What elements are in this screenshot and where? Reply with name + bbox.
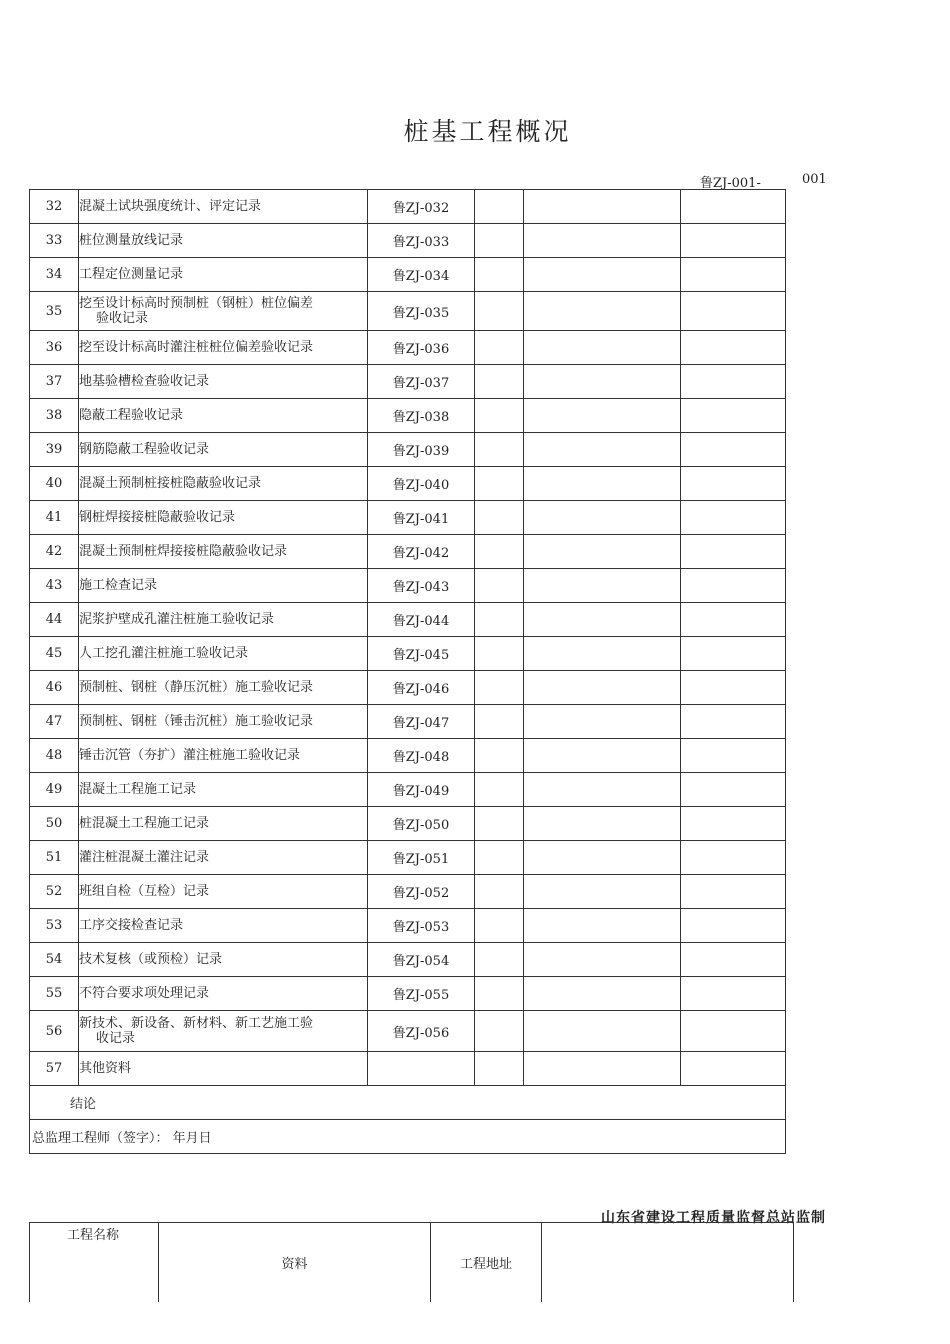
record-name [79,501,368,535]
blank-cell-a [475,875,524,909]
blank-cell-b [524,773,681,807]
record-name [79,1052,368,1086]
record-name-text: 工程定位测量记录 [79,267,184,282]
blank-cell-b [524,433,681,467]
blank-cell-c [681,603,786,637]
row-number: 35 [30,292,79,331]
table-row [30,365,786,399]
records-table [29,189,786,1154]
blank-cell-b [524,258,681,292]
form-code-prefix: 鲁ZJ-001- [700,176,761,191]
record-code: 鲁ZJ-055 [368,977,475,1011]
row-number: 49 [30,773,79,807]
record-name-text: 泥浆护壁成孔灌注桩施工验收记录 [79,612,275,627]
table-row [30,977,786,1011]
blank-cell-a [475,943,524,977]
record-name-text: 钢筋隐蔽工程验收记录 [79,442,210,457]
row-number: 33 [30,224,79,258]
blank-cell-b [524,807,681,841]
blank-cell-a [475,433,524,467]
blank-cell-c [681,943,786,977]
record-name [79,671,368,705]
record-name [79,1011,368,1052]
row-number: 43 [30,569,79,603]
table-row [30,292,786,331]
record-code: 鲁ZJ-032 [368,190,475,224]
record-code: 鲁ZJ-053 [368,909,475,943]
blank-cell-a [475,705,524,739]
record-name-text: 班组自检（互检）记录 [79,884,210,899]
materials-label: 资料 [159,1223,431,1303]
blank-cell-b [524,943,681,977]
blank-cell-a [475,190,524,224]
row-number: 56 [30,1011,79,1052]
table-row [30,1052,786,1086]
row-number: 41 [30,501,79,535]
blank-cell-a [475,977,524,1011]
table-row [30,773,786,807]
record-code: 鲁ZJ-045 [368,637,475,671]
blank-cell-c [681,258,786,292]
row-number: 34 [30,258,79,292]
record-name [79,977,368,1011]
blank-cell-b [524,603,681,637]
blank-cell-b [524,909,681,943]
page-title: 桩基工程概况 [403,117,572,146]
row-number: 52 [30,875,79,909]
record-code: 鲁ZJ-040 [368,467,475,501]
blank-cell-c [681,1052,786,1086]
blank-cell-a [475,637,524,671]
record-code: 鲁ZJ-041 [368,501,475,535]
blank-cell-a [475,807,524,841]
blank-cell-a [475,501,524,535]
record-name [79,190,368,224]
table-row [30,739,786,773]
record-name [79,943,368,977]
record-name [79,875,368,909]
blank-cell-c [681,331,786,365]
blank-cell-c [681,671,786,705]
blank-cell-b [524,399,681,433]
form-code-number: 001 [802,172,827,187]
row-number: 46 [30,671,79,705]
blank-cell-b [524,190,681,224]
record-name [79,467,368,501]
project-address-value [542,1223,794,1303]
record-code: 鲁ZJ-046 [368,671,475,705]
conclusion-label: 结论 [30,1086,786,1120]
blank-cell-c [681,501,786,535]
blank-cell-a [475,1011,524,1052]
record-name [79,535,368,569]
blank-cell-b [524,637,681,671]
record-name-text: 桩混凝土工程施工记录 [79,816,210,831]
row-number: 42 [30,535,79,569]
blank-cell-c [681,637,786,671]
record-name-text: 预制桩、钢桩（静压沉桩）施工验收记录 [79,680,314,695]
record-name-text: 其他资料 [79,1061,132,1076]
signature-row [30,1120,786,1154]
record-code: 鲁ZJ-038 [368,399,475,433]
record-code: 鲁ZJ-039 [368,433,475,467]
blank-cell-c [681,875,786,909]
table-row [30,258,786,292]
record-name [79,637,368,671]
table-row [30,671,786,705]
record-name-text: 人工挖孔灌注桩施工验收记录 [79,646,249,661]
record-name [79,739,368,773]
row-number: 47 [30,705,79,739]
blank-cell-b [524,467,681,501]
table-row [30,637,786,671]
blank-cell-c [681,535,786,569]
blank-cell-c [681,773,786,807]
blank-cell-c [681,841,786,875]
blank-cell-c [681,739,786,773]
record-code: 鲁ZJ-054 [368,943,475,977]
record-code: 鲁ZJ-050 [368,807,475,841]
record-name [79,909,368,943]
signature-label: 总监理工程师（签字）： 年月日 [30,1120,786,1154]
record-name-text: 钢桩焊接接桩隐蔽验收记录 [79,510,236,525]
record-name [79,569,368,603]
blank-cell-a [475,258,524,292]
record-name-text: 挖至设计标高时灌注桩桩位偏差验收记录 [79,340,314,355]
blank-cell-b [524,705,681,739]
blank-cell-a [475,331,524,365]
record-name-text: 混凝土试块强度统计、评定记录 [79,199,262,214]
table-row [30,467,786,501]
blank-cell-b [524,671,681,705]
row-number: 44 [30,603,79,637]
blank-cell-b [524,331,681,365]
record-code: 鲁ZJ-034 [368,258,475,292]
record-code: 鲁ZJ-035 [368,292,475,331]
row-number: 51 [30,841,79,875]
record-name-text: 混凝土预制桩焊接接桩隐蔽验收记录 [79,544,288,559]
record-name-text: 挖至设计标高时预制桩（钢桩）桩位偏差 [79,296,314,311]
record-name-text: 地基验槽检查验收记录 [79,374,210,389]
blank-cell-b [524,501,681,535]
row-number: 57 [30,1052,79,1086]
record-name-text: 不符合要求项处理记录 [79,986,210,1001]
record-name [79,603,368,637]
record-name [79,807,368,841]
record-name-text: 混凝土预制桩接桩隐蔽验收记录 [79,476,262,491]
table-row [30,569,786,603]
blank-cell-b [524,535,681,569]
blank-cell-a [475,535,524,569]
record-code: 鲁ZJ-056 [368,1011,475,1052]
blank-cell-c [681,224,786,258]
row-number: 50 [30,807,79,841]
record-code: 鲁ZJ-033 [368,224,475,258]
blank-cell-b [524,1052,681,1086]
blank-cell-b [524,977,681,1011]
record-name [79,433,368,467]
record-code: 鲁ZJ-044 [368,603,475,637]
row-number: 45 [30,637,79,671]
blank-cell-c [681,569,786,603]
table-row [30,909,786,943]
blank-cell-a [475,773,524,807]
conclusion-row [30,1086,786,1120]
blank-cell-c [681,433,786,467]
row-number: 37 [30,365,79,399]
record-code: 鲁ZJ-048 [368,739,475,773]
blank-cell-c [681,190,786,224]
record-name-text: 锤击沉管（夯扩）灌注桩施工验收记录 [79,748,301,763]
blank-cell-c [681,705,786,739]
table-row [30,603,786,637]
blank-cell-b [524,875,681,909]
row-number: 54 [30,943,79,977]
record-name-continuation: 验收记录 [96,311,149,326]
record-name [79,399,368,433]
record-code: 鲁ZJ-043 [368,569,475,603]
record-name-text: 技术复核（或预检）记录 [79,952,223,967]
project-info-table [29,1222,794,1302]
table-row [30,501,786,535]
record-name-text: 工序交接检查记录 [79,918,184,933]
blank-cell-a [475,365,524,399]
row-number: 36 [30,331,79,365]
blank-cell-b [524,841,681,875]
record-name-text: 预制桩、钢桩（锤击沉桩）施工验收记录 [79,714,314,729]
blank-cell-a [475,399,524,433]
blank-cell-c [681,807,786,841]
record-code: 鲁ZJ-052 [368,875,475,909]
row-number: 48 [30,739,79,773]
blank-cell-a [475,1052,524,1086]
blank-cell-c [681,909,786,943]
record-name [79,292,368,331]
record-name [79,331,368,365]
record-name [79,365,368,399]
blank-cell-c [681,977,786,1011]
blank-cell-a [475,671,524,705]
record-name-continuation: 收记录 [96,1031,136,1046]
blank-cell-b [524,365,681,399]
record-code: 鲁ZJ-037 [368,365,475,399]
table-row [30,433,786,467]
record-name-text: 隐蔽工程验收记录 [79,408,184,423]
blank-cell-b [524,569,681,603]
blank-cell-a [475,603,524,637]
row-number: 38 [30,399,79,433]
row-number: 55 [30,977,79,1011]
table-row [30,399,786,433]
blank-cell-a [475,841,524,875]
blank-cell-a [475,739,524,773]
blank-cell-c [681,292,786,331]
record-name-text: 灌注桩混凝土灌注记录 [79,850,210,865]
blank-cell-a [475,909,524,943]
table-row [30,224,786,258]
record-code: 鲁ZJ-051 [368,841,475,875]
blank-cell-a [475,224,524,258]
record-name [79,224,368,258]
table-row [30,535,786,569]
blank-cell-b [524,1011,681,1052]
record-code: 鲁ZJ-049 [368,773,475,807]
record-name [79,773,368,807]
record-name [79,258,368,292]
record-name-text: 施工检查记录 [79,578,158,593]
blank-cell-c [681,1011,786,1052]
record-code: 鲁ZJ-047 [368,705,475,739]
table-row [30,841,786,875]
blank-cell-c [681,365,786,399]
blank-cell-b [524,224,681,258]
blank-cell-c [681,399,786,433]
table-row [30,190,786,224]
table-row [30,807,786,841]
blank-cell-a [475,292,524,331]
record-name-text: 新技术、新设备、新材料、新工艺施工验 [79,1016,314,1031]
blank-cell-a [475,467,524,501]
row-number: 40 [30,467,79,501]
blank-cell-b [524,739,681,773]
blank-cell-a [475,569,524,603]
org-footer: 山东省建设工程质量监督总站监制 [601,1210,826,1226]
table-row [30,1011,786,1052]
record-name-text: 混凝土工程施工记录 [79,782,197,797]
record-name-text: 桩位测量放线记录 [79,233,184,248]
record-code [368,1052,475,1086]
record-name [79,841,368,875]
row-number: 53 [30,909,79,943]
records-table-body [30,190,786,1086]
project-name-label: 工程名称 [30,1223,159,1303]
blank-cell-c [681,467,786,501]
record-code: 鲁ZJ-042 [368,535,475,569]
row-number: 32 [30,190,79,224]
table-row [30,331,786,365]
record-name [79,705,368,739]
row-number: 39 [30,433,79,467]
record-code: 鲁ZJ-036 [368,331,475,365]
table-row [30,875,786,909]
table-row [30,943,786,977]
project-address-label: 工程地址 [431,1223,542,1303]
blank-cell-b [524,292,681,331]
table-row [30,705,786,739]
